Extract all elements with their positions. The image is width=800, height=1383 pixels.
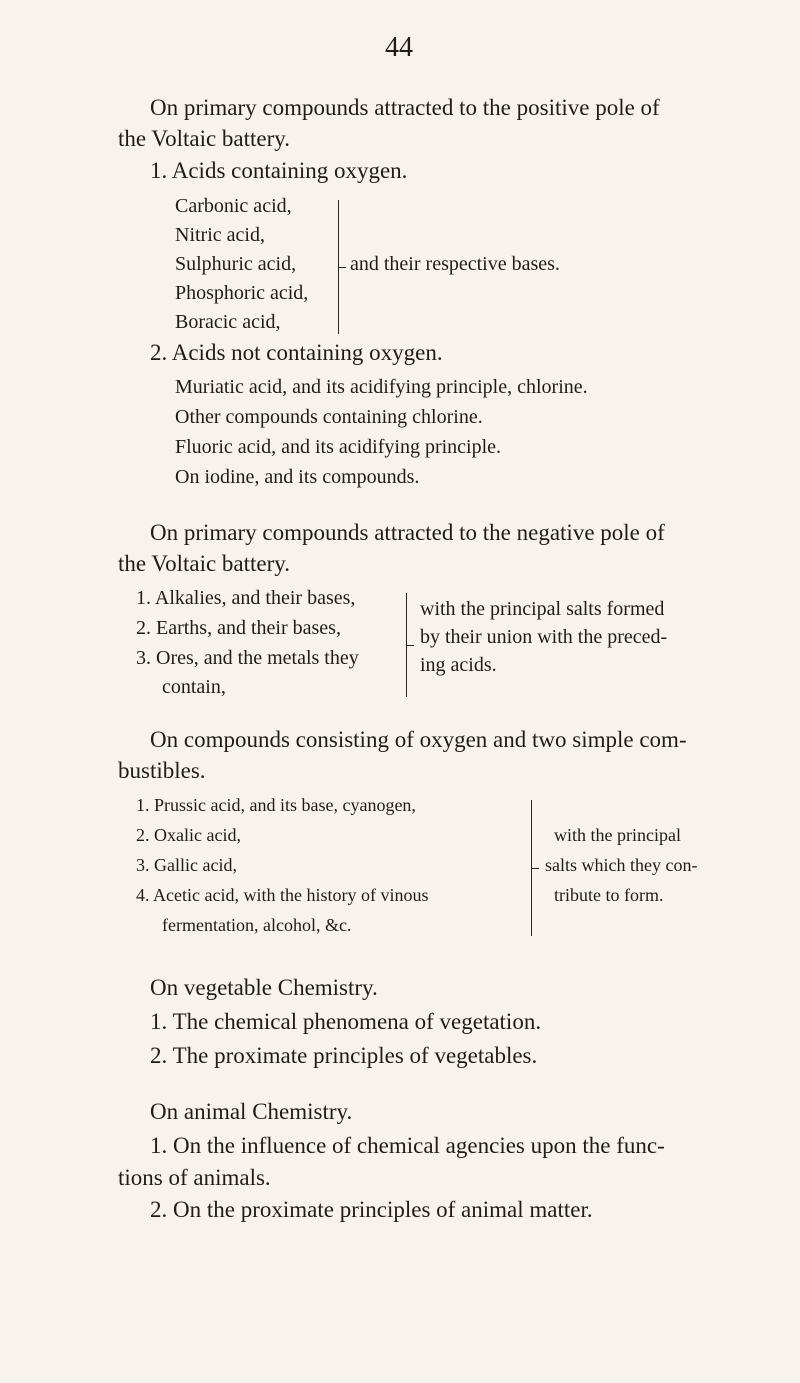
section2-heading-line2: the Voltaic battery. — [118, 551, 291, 576]
section4-item: 2. The proximate principles of vegetables. — [150, 1043, 538, 1068]
section2-item: 3. Ores, and the metals they — [136, 647, 359, 669]
brace — [332, 200, 339, 334]
section2-note: with the principal salts formed — [420, 598, 665, 620]
section5-heading: On animal Chemistry. — [150, 1099, 353, 1124]
brace — [525, 800, 532, 936]
section2-heading-line1: On primary compounds attracted to the negative pole of — [150, 520, 665, 545]
section4-item: 1. The chemical phenomena of vegetation. — [150, 1009, 542, 1034]
section3-item: 3. Gallic acid, — [136, 855, 237, 875]
sub2-item: Other compounds containing chlorine. — [175, 406, 483, 428]
section5-item: tions of animals. — [118, 1165, 271, 1190]
section5-item: 2. On the proximate principles of animal matter. — [150, 1197, 593, 1222]
section3-item: 1. Prussic acid, and its base, cyanogen, — [136, 795, 416, 815]
section4-heading: On vegetable Chemistry. — [150, 975, 378, 1000]
sub2-item: On iodine, and its compounds. — [175, 466, 420, 488]
section5-item: 1. On the influence of chemical agencies upon the func- — [150, 1133, 665, 1158]
section3-note: with the principal — [554, 825, 681, 845]
section1-sub1: 1. Acids containing oxygen. — [150, 158, 408, 183]
section1-heading-line2: the Voltaic battery. — [118, 126, 291, 151]
acid-item: Phosphoric acid, — [175, 282, 309, 304]
acid-item: Carbonic acid, — [175, 195, 292, 217]
sub2-item: Muriatic acid, and its acidifying principle, chlorine. — [175, 376, 588, 398]
section2-item: 1. Alkalies, and their bases, — [136, 587, 356, 609]
section3-item: fermentation, alcohol, &c. — [162, 915, 352, 935]
section1-sub2: 2. Acids not containing oxygen. — [150, 340, 443, 365]
section2-note: by their union with the preced- — [420, 626, 668, 648]
section3-note: salts which they con- — [545, 855, 698, 875]
section3-heading-line2: bustibles. — [118, 758, 206, 783]
section1-heading-line1: On primary compounds attracted to the positive pole of — [150, 95, 660, 120]
section2-item: contain, — [162, 676, 226, 698]
acid-item: Boracic acid, — [175, 311, 281, 333]
section3-item: 4. Acetic acid, with the history of vinous — [136, 885, 429, 905]
sub2-item: Fluoric acid, and its acidifying principle. — [175, 436, 502, 458]
acids-note: and their respective bases. — [350, 253, 560, 275]
brace — [400, 593, 407, 697]
section3-heading-line1: On compounds consisting of oxygen and two simple com- — [150, 727, 687, 752]
section3-note: tribute to form. — [554, 885, 664, 905]
section2-item: 2. Earths, and their bases, — [136, 617, 341, 639]
acid-item: Nitric acid, — [175, 224, 265, 246]
acid-item: Sulphuric acid, — [175, 253, 297, 275]
section3-item: 2. Oxalic acid, — [136, 825, 241, 845]
section2-note: ing acids. — [420, 654, 497, 676]
page-number: 44 — [385, 32, 413, 63]
